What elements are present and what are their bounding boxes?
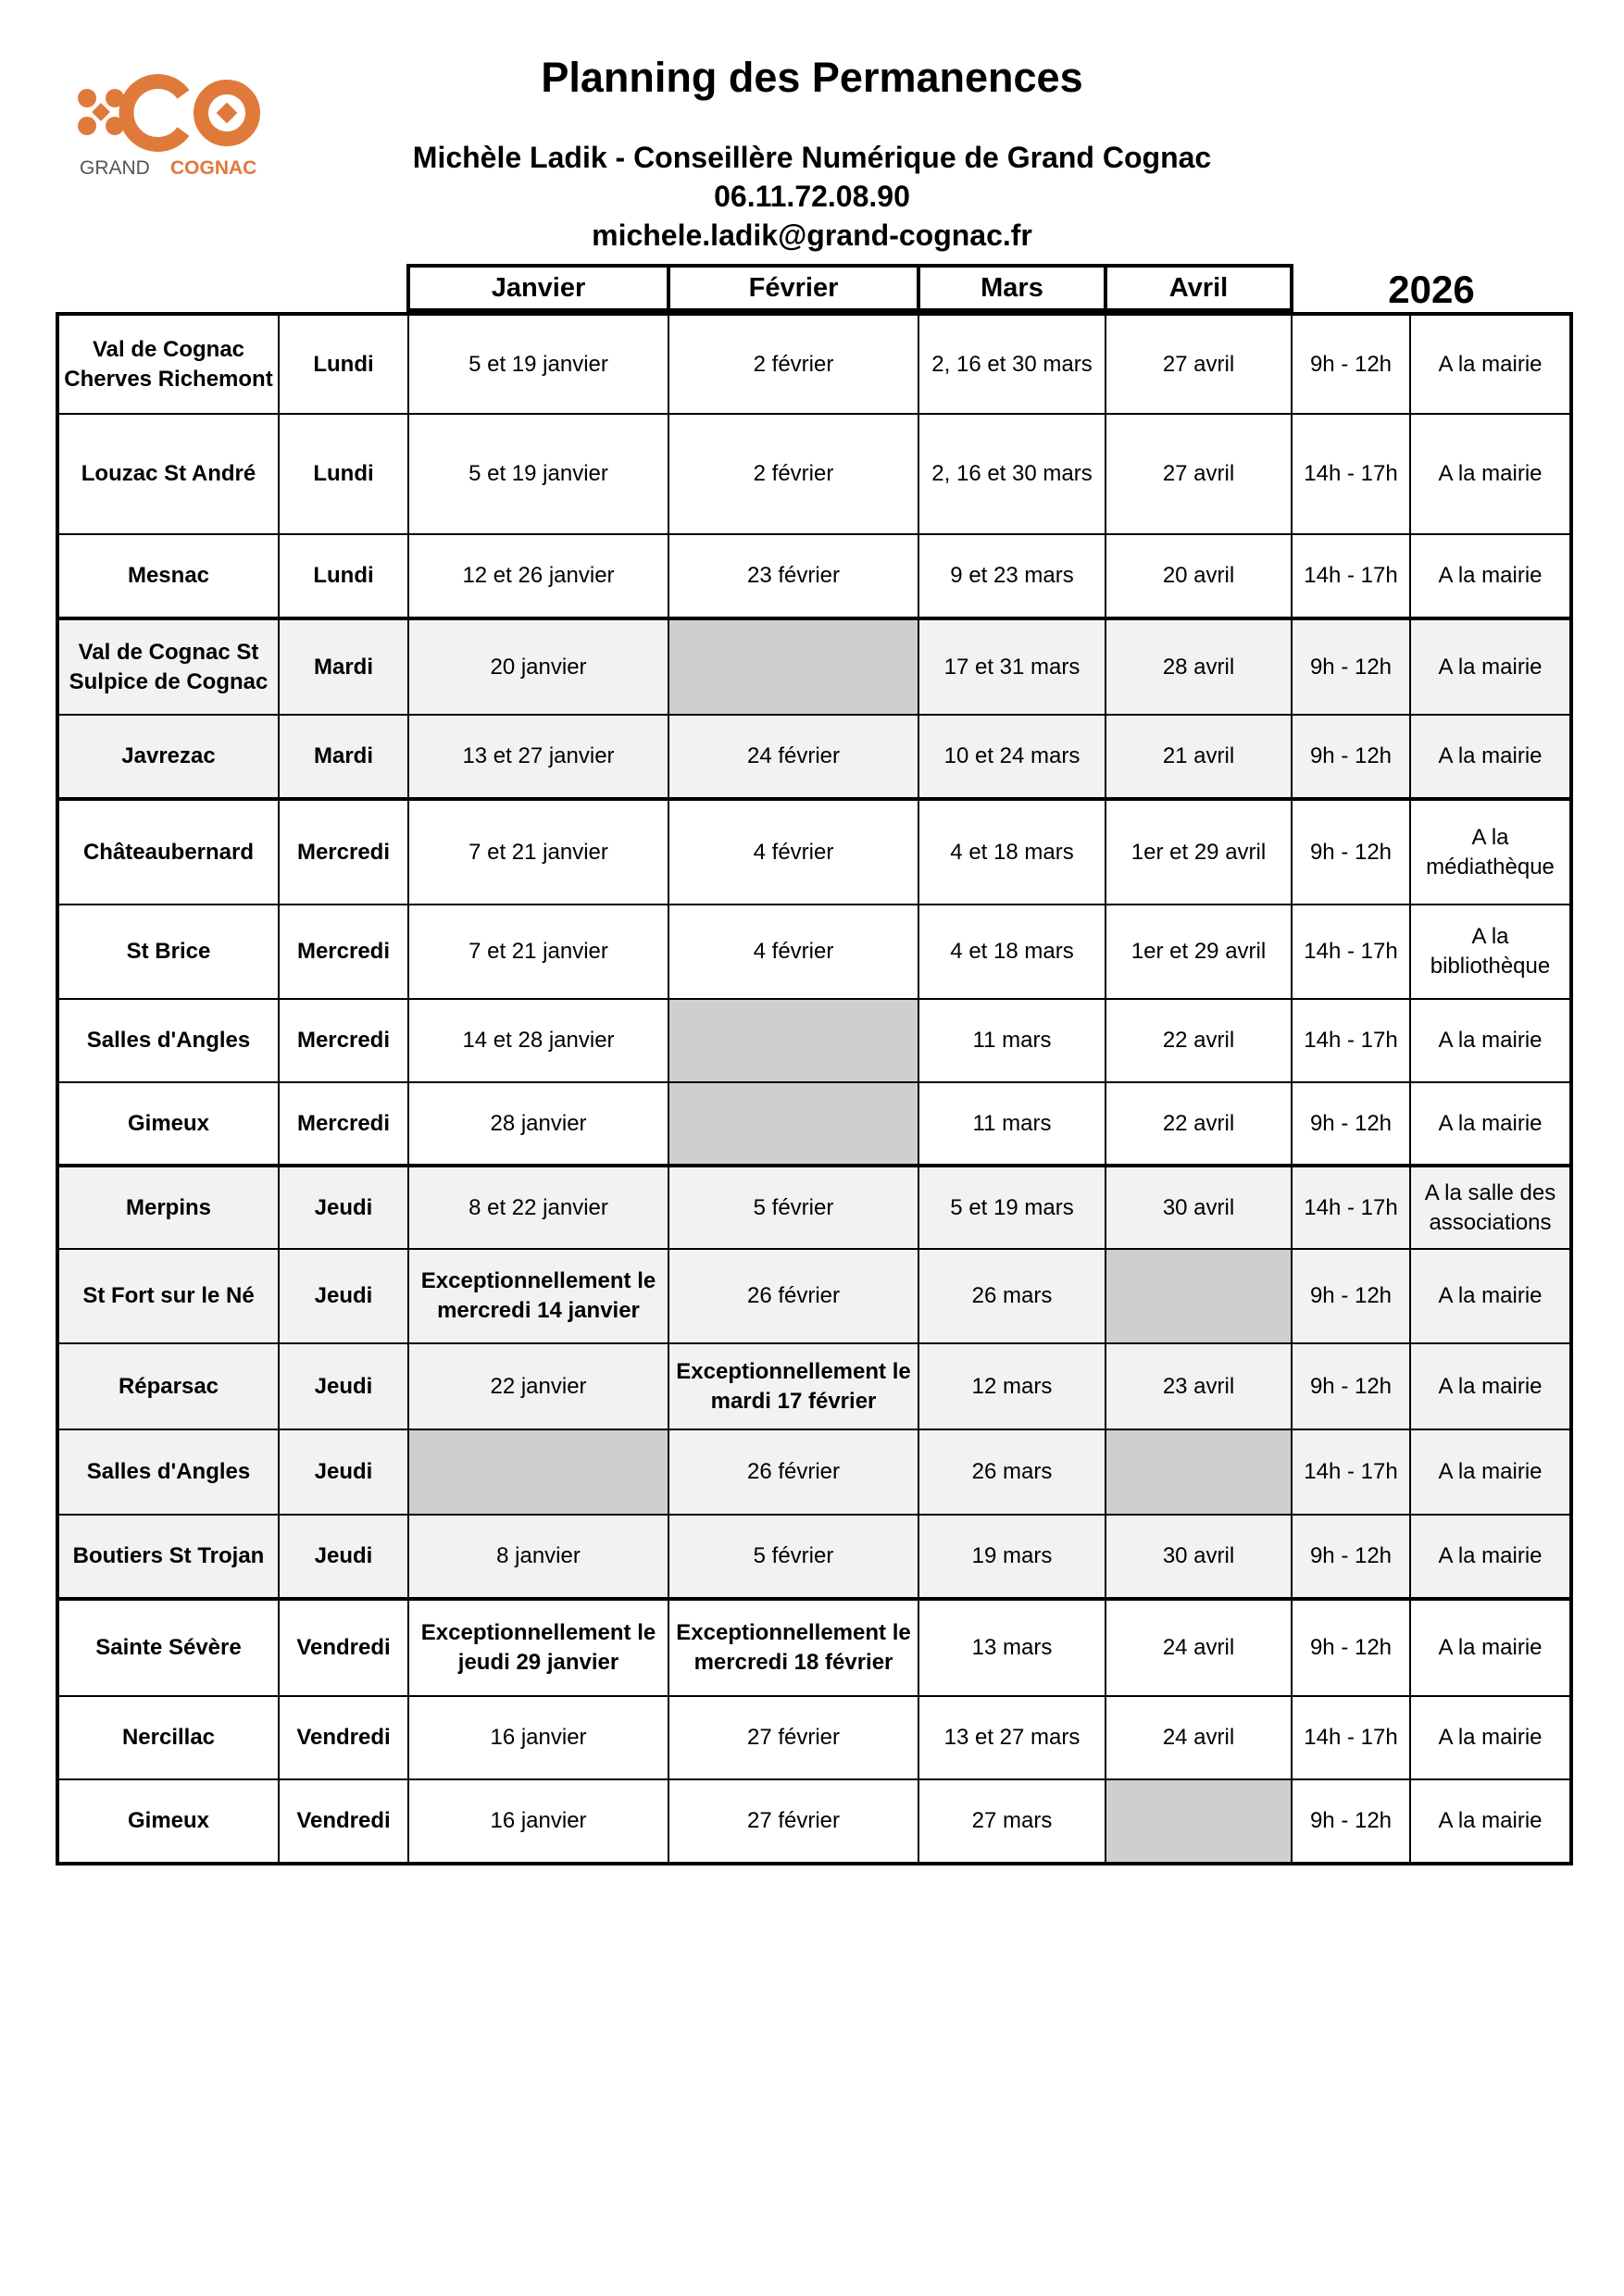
cell-fevrier: 27 février bbox=[668, 1779, 918, 1864]
cell-hours: 14h - 17h bbox=[1292, 1166, 1410, 1249]
month-header-cell: Avril bbox=[1106, 266, 1292, 310]
cell-commune: Mesnac bbox=[57, 534, 279, 618]
cell-day: Mardi bbox=[279, 618, 408, 715]
cell-mars: 17 et 31 mars bbox=[918, 618, 1106, 715]
schedule-row bbox=[57, 618, 1571, 715]
cell-hours: 9h - 12h bbox=[1292, 799, 1410, 905]
cell-janvier: 5 et 19 janvier bbox=[408, 414, 668, 534]
month-header-cell: Mars bbox=[918, 266, 1106, 310]
cell-mars: 2, 16 et 30 mars bbox=[918, 414, 1106, 534]
cell-avril: 27 avril bbox=[1106, 414, 1292, 534]
cell-mars: 11 mars bbox=[918, 999, 1106, 1082]
schedule-row bbox=[57, 1599, 1571, 1696]
cell-location: A la mairie bbox=[1410, 1429, 1571, 1515]
schedule-table bbox=[56, 312, 1573, 1866]
cell-commune: Gimeux bbox=[57, 1082, 279, 1166]
cell-location: A la mairie bbox=[1410, 314, 1571, 414]
cell-hours: 9h - 12h bbox=[1292, 1249, 1410, 1343]
schedule-row bbox=[57, 1166, 1571, 1249]
schedule-row bbox=[57, 905, 1571, 999]
cell-day: Vendredi bbox=[279, 1599, 408, 1696]
schedule-row bbox=[57, 534, 1571, 618]
cell-hours: 14h - 17h bbox=[1292, 534, 1410, 618]
cell-janvier: 20 janvier bbox=[408, 618, 668, 715]
schedule-row bbox=[57, 1696, 1571, 1779]
cell-commune: Réparsac bbox=[57, 1343, 279, 1429]
cell-location: A la mairie bbox=[1410, 618, 1571, 715]
cell-fevrier: 23 février bbox=[668, 534, 918, 618]
cell-day: Vendredi bbox=[279, 1696, 408, 1779]
cell-fevrier: 26 février bbox=[668, 1429, 918, 1515]
cell-hours: 14h - 17h bbox=[1292, 1429, 1410, 1515]
cell-mars: 26 mars bbox=[918, 1429, 1106, 1515]
month-header bbox=[406, 264, 1293, 312]
cell-avril bbox=[1106, 1249, 1292, 1343]
cell-janvier bbox=[408, 1429, 668, 1515]
cell-janvier: 12 et 26 janvier bbox=[408, 534, 668, 618]
cell-location: A la mairie bbox=[1410, 1779, 1571, 1864]
cell-janvier: 8 et 22 janvier bbox=[408, 1166, 668, 1249]
cell-day: Lundi bbox=[279, 314, 408, 414]
year-label: 2026 bbox=[1388, 268, 1475, 311]
cell-fevrier: 24 février bbox=[668, 715, 918, 799]
cell-day: Mercredi bbox=[279, 1082, 408, 1166]
logo-text-cognac: COGNAC bbox=[170, 157, 257, 179]
cell-fevrier: 5 février bbox=[668, 1166, 918, 1249]
cell-janvier: 22 janvier bbox=[408, 1343, 668, 1429]
cell-fevrier: 2 février bbox=[668, 314, 918, 414]
cell-hours: 9h - 12h bbox=[1292, 1343, 1410, 1429]
cell-day: Mardi bbox=[279, 715, 408, 799]
cell-day: Jeudi bbox=[279, 1515, 408, 1599]
cell-hours: 9h - 12h bbox=[1292, 1599, 1410, 1696]
cell-mars: 10 et 24 mars bbox=[918, 715, 1106, 799]
cell-fevrier: 26 février bbox=[668, 1249, 918, 1343]
page-subtitle: Michèle Ladik - Conseillère Numérique de Grand Cognac bbox=[412, 141, 1212, 174]
cell-location: A la mairie bbox=[1410, 1082, 1571, 1166]
cell-commune: Gimeux bbox=[57, 1779, 279, 1864]
cell-mars: 4 et 18 mars bbox=[918, 905, 1106, 999]
cell-location: A la mairie bbox=[1410, 1599, 1571, 1696]
cell-hours: 14h - 17h bbox=[1292, 414, 1410, 534]
cell-location: A la salle des associations bbox=[1410, 1166, 1571, 1249]
cell-mars: 27 mars bbox=[918, 1779, 1106, 1864]
cell-hours: 14h - 17h bbox=[1292, 905, 1410, 999]
cell-location: A la mairie bbox=[1410, 1343, 1571, 1429]
cell-janvier: 13 et 27 janvier bbox=[408, 715, 668, 799]
cell-avril: 28 avril bbox=[1106, 618, 1292, 715]
cell-day: Jeudi bbox=[279, 1166, 408, 1249]
cell-mars: 19 mars bbox=[918, 1515, 1106, 1599]
cell-location: A la mairie bbox=[1410, 414, 1571, 534]
month-header-cell: Janvier bbox=[408, 266, 668, 310]
cell-avril: 1er et 29 avril bbox=[1106, 905, 1292, 999]
cell-janvier: 28 janvier bbox=[408, 1082, 668, 1166]
cell-avril: 1er et 29 avril bbox=[1106, 799, 1292, 905]
cell-hours: 9h - 12h bbox=[1292, 314, 1410, 414]
cell-janvier: 7 et 21 janvier bbox=[408, 905, 668, 999]
cell-avril: 22 avril bbox=[1106, 999, 1292, 1082]
schedule-row bbox=[57, 414, 1571, 534]
schedule-row bbox=[57, 715, 1571, 799]
cell-commune: Nercillac bbox=[57, 1696, 279, 1779]
cell-commune: St Fort sur le Né bbox=[57, 1249, 279, 1343]
cell-hours: 14h - 17h bbox=[1292, 1696, 1410, 1779]
cell-avril: 21 avril bbox=[1106, 715, 1292, 799]
cell-hours: 9h - 12h bbox=[1292, 1082, 1410, 1166]
cell-location: A la mairie bbox=[1410, 1696, 1571, 1779]
cell-location: A la mairie bbox=[1410, 715, 1571, 799]
cell-janvier: 8 janvier bbox=[408, 1515, 668, 1599]
cell-mars: 26 mars bbox=[918, 1249, 1106, 1343]
month-header-cell: Février bbox=[668, 266, 918, 310]
cell-fevrier bbox=[668, 618, 918, 715]
cell-day: Jeudi bbox=[279, 1343, 408, 1429]
schedule-row bbox=[57, 1082, 1571, 1166]
schedule-row bbox=[57, 799, 1571, 905]
cell-location: A la mairie bbox=[1410, 534, 1571, 618]
schedule-row bbox=[57, 314, 1571, 414]
cell-avril: 27 avril bbox=[1106, 314, 1292, 414]
cell-avril: 23 avril bbox=[1106, 1343, 1292, 1429]
cell-mars: 2, 16 et 30 mars bbox=[918, 314, 1106, 414]
schedule-row bbox=[57, 999, 1571, 1082]
page-title: Planning des Permanences bbox=[541, 54, 1083, 101]
cell-mars: 4 et 18 mars bbox=[918, 799, 1106, 905]
cell-day: Mercredi bbox=[279, 799, 408, 905]
logo-text-grand: GRAND bbox=[80, 157, 150, 179]
cell-commune: St Brice bbox=[57, 905, 279, 999]
schedule-row bbox=[57, 1249, 1571, 1343]
cell-hours: 9h - 12h bbox=[1292, 618, 1410, 715]
cell-avril bbox=[1106, 1779, 1292, 1864]
cell-commune: Châteaubernard bbox=[57, 799, 279, 905]
cell-location: A la mairie bbox=[1410, 999, 1571, 1082]
cell-day: Mercredi bbox=[279, 999, 408, 1082]
cell-day: Mercredi bbox=[279, 905, 408, 999]
cell-location: A la mairie bbox=[1410, 1515, 1571, 1599]
cell-mars: 11 mars bbox=[918, 1082, 1106, 1166]
cell-day: Lundi bbox=[279, 414, 408, 534]
cell-hours: 9h - 12h bbox=[1292, 1515, 1410, 1599]
cell-avril: 30 avril bbox=[1106, 1166, 1292, 1249]
cell-hours: 9h - 12h bbox=[1292, 1779, 1410, 1864]
cell-day: Lundi bbox=[279, 534, 408, 618]
cell-avril: 30 avril bbox=[1106, 1515, 1292, 1599]
cell-avril: 22 avril bbox=[1106, 1082, 1292, 1166]
cell-janvier: 16 janvier bbox=[408, 1696, 668, 1779]
cell-commune: Sainte Sévère bbox=[57, 1599, 279, 1696]
schedule-row bbox=[57, 1515, 1571, 1599]
contact-email: michele.ladik@grand-cognac.fr bbox=[592, 218, 1032, 252]
cell-fevrier bbox=[668, 1082, 918, 1166]
cell-location: A la médiathèque bbox=[1410, 799, 1571, 905]
contact-phone: 06.11.72.08.90 bbox=[714, 180, 910, 213]
cell-mars: 12 mars bbox=[918, 1343, 1106, 1429]
cell-fevrier: 4 février bbox=[668, 799, 918, 905]
cell-commune: Salles d'Angles bbox=[57, 1429, 279, 1515]
schedule-row bbox=[57, 1779, 1571, 1864]
cell-janvier: Exceptionnellement le mercredi 14 janvier bbox=[408, 1249, 668, 1343]
cell-commune: Val de Cognac St Sulpice de Cognac bbox=[57, 618, 279, 715]
cell-fevrier: 27 février bbox=[668, 1696, 918, 1779]
cell-mars: 5 et 19 mars bbox=[918, 1166, 1106, 1249]
cell-fevrier bbox=[668, 999, 918, 1082]
cell-commune: Louzac St André bbox=[57, 414, 279, 534]
cell-day: Vendredi bbox=[279, 1779, 408, 1864]
cell-fevrier: 5 février bbox=[668, 1515, 918, 1599]
cell-day: Jeudi bbox=[279, 1429, 408, 1515]
cell-mars: 13 et 27 mars bbox=[918, 1696, 1106, 1779]
cell-mars: 13 mars bbox=[918, 1599, 1106, 1696]
cell-avril: 24 avril bbox=[1106, 1599, 1292, 1696]
cell-hours: 14h - 17h bbox=[1292, 999, 1410, 1082]
cell-fevrier: 4 février bbox=[668, 905, 918, 999]
cell-janvier: 7 et 21 janvier bbox=[408, 799, 668, 905]
cell-fevrier: Exceptionnellement le mardi 17 février bbox=[668, 1343, 918, 1429]
cell-hours: 9h - 12h bbox=[1292, 715, 1410, 799]
cell-avril: 24 avril bbox=[1106, 1696, 1292, 1779]
cell-avril: 20 avril bbox=[1106, 534, 1292, 618]
cell-avril bbox=[1106, 1429, 1292, 1515]
cell-fevrier: Exceptionnellement le mercredi 18 février bbox=[668, 1599, 918, 1696]
cell-janvier: Exceptionnellement le jeudi 29 janvier bbox=[408, 1599, 668, 1696]
cell-location: A la bibliothèque bbox=[1410, 905, 1571, 999]
cell-day: Jeudi bbox=[279, 1249, 408, 1343]
schedule-row bbox=[57, 1343, 1571, 1429]
cell-commune: Val de Cognac Cherves Richemont bbox=[57, 314, 279, 414]
cell-janvier: 14 et 28 janvier bbox=[408, 999, 668, 1082]
cell-fevrier: 2 février bbox=[668, 414, 918, 534]
cell-mars: 9 et 23 mars bbox=[918, 534, 1106, 618]
cell-commune: Javrezac bbox=[57, 715, 279, 799]
cell-janvier: 16 janvier bbox=[408, 1779, 668, 1864]
cell-janvier: 5 et 19 janvier bbox=[408, 314, 668, 414]
cell-commune: Merpins bbox=[57, 1166, 279, 1249]
cell-commune: Boutiers St Trojan bbox=[57, 1515, 279, 1599]
cell-commune: Salles d'Angles bbox=[57, 999, 279, 1082]
cell-location: A la mairie bbox=[1410, 1249, 1571, 1343]
schedule-row bbox=[57, 1429, 1571, 1515]
